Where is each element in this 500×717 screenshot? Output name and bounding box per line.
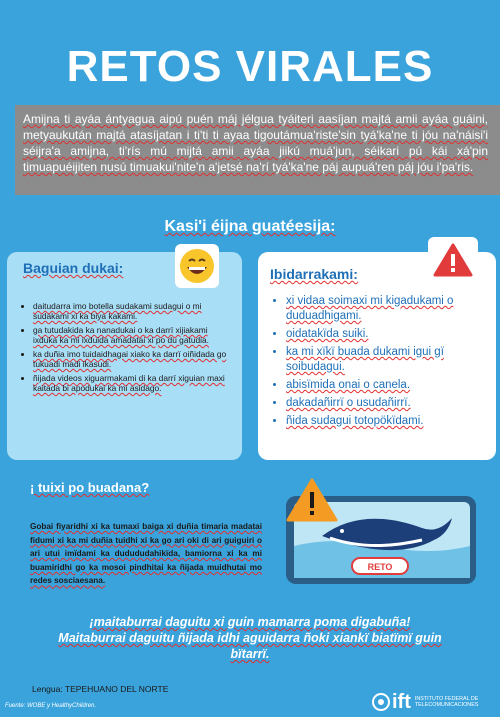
list-item: • ñijada videos xiguarmakami di ka darrï xiguian maxi kaitada bi apodukai ka mi asidago.	[33, 373, 232, 393]
question-body: Gobai fiyaridhi xi ka tumaxi baiga xi duñia timaria madatai fidumi xi ka mi duñia tuidhi xi ka go ari oki di ari guiguiri o ari utui imïdami ka dudududahikïda, bamiorna xi ka mi buamiridhi go ka mosoi pindhitai ka ñijada muidhutai mo redes sosciaesana.	[30, 522, 262, 586]
smiling-face-icon	[175, 244, 219, 288]
list-item: • xi vidaa soimaxi mi kigadukami o duduadhigami.	[286, 294, 484, 324]
warnings-list	[270, 294, 484, 429]
logo-mark: ift	[392, 690, 411, 713]
language-label: Lengua: TEPEHUANO DEL NORTE	[32, 684, 169, 694]
list-item: • oidatakïda suiki.	[286, 327, 484, 342]
tips-card-heading: Baguian dukai:	[23, 260, 124, 276]
closing-message	[40, 614, 460, 662]
list-item: • ga tutudakida ka nanadukai o ka darrï xijiakami ixduka ka mi ixduida amadatai xi po du gatudia.	[33, 325, 232, 345]
tips-list	[17, 301, 232, 393]
list-item: • dakadañirrï o usudañirrï.	[286, 396, 484, 411]
intro-paragraph: Amijna ti ayáa ántyagua aipú puén máj jélgua tyáiteri aasíjan majtá amii ayáa guáini, metyaukután majtá atasíjatan i ti'ti ti ayaa tigoutámua'riste'sin tyá'ka'ne ti jóu na'náisi'i séijra'a amijna, ti'rís mú mijtá amii ayáa jiikú muá'jun, séikari pú kái xá'pin timuapuéijiten nusú timuakui'nite'n a'jetsé na'rí tyá'ka'ne páj aupuá'ren páj jóu i'pa'ris.	[23, 112, 488, 174]
source-note: Fuente: WOBE y HealthyChildren.	[5, 703, 97, 709]
warnings-card	[258, 252, 496, 460]
list-item: • ka duñia imo tuidaidhagai xiako ka darrï oiñidada go tukuadi madi ikasudi.	[33, 349, 232, 369]
closing-line: Maitaburrai daguitu ñijada idhi aguidarra ñoki xiankï biatïmï guin bïtarrï.	[58, 631, 442, 661]
list-item: • daitudarra imo botella sudakami sudagui o mi sudakami xi ka biya kakami.	[33, 301, 232, 321]
closing-line: ¡maitaburrai daguitu xi guin mamarra poma digabuña!	[89, 615, 411, 629]
reto-label: RETO	[367, 562, 393, 572]
warning-icon	[428, 237, 478, 283]
intro-text	[15, 105, 500, 195]
section-subheading: Kasi'i éijna guatéesija:	[164, 218, 336, 235]
ift-logo	[372, 688, 500, 716]
warnings-card-heading: Ibidarrakami:	[270, 266, 358, 282]
page-title: RETOS VIRALES	[66, 42, 434, 91]
list-item: • ka mi xïkï buada dukami igui gï soibudagui.	[286, 345, 484, 375]
list-item: • abisïmida onai o canela.	[286, 378, 484, 393]
question-heading: ¡ tuixi po buadana?	[30, 480, 150, 495]
whale-phone-icon	[282, 476, 480, 586]
ift-logo-icon	[372, 693, 390, 711]
list-item: • ñida sudagui totopökïdami.	[286, 414, 484, 429]
logo-institution: INSTITUTO FEDERAL DE TELECOMUNICACIONES	[414, 696, 479, 708]
